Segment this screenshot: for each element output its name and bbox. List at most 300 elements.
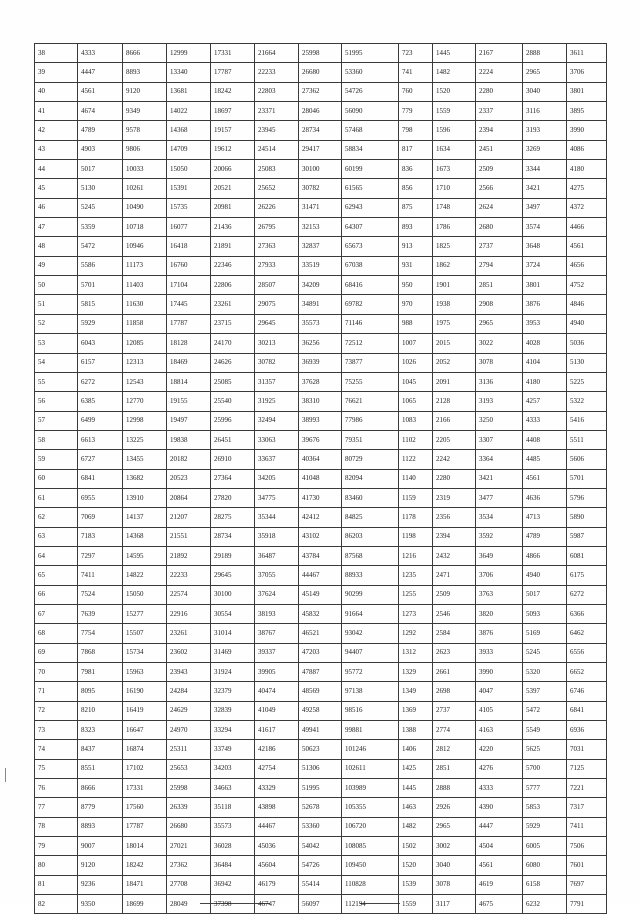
row-index-cell: 51	[35, 295, 78, 314]
table-row	[35, 508, 607, 527]
table-cell: 1216	[399, 546, 433, 565]
table-row	[35, 334, 607, 353]
table-cell: 26910	[211, 450, 255, 469]
table-cell: 1862	[433, 256, 476, 275]
table-cell: 58834	[342, 140, 399, 159]
table-cell: 30782	[299, 179, 342, 198]
table-cell: 26795	[255, 218, 299, 237]
table-cell: 21891	[211, 237, 255, 256]
table-cell: 6175	[567, 566, 607, 585]
table-cell: 7297	[78, 546, 123, 565]
table-cell: 3763	[476, 585, 523, 604]
table-cell: 27021	[167, 837, 211, 856]
table-row	[35, 779, 607, 798]
table-cell: 1083	[399, 411, 433, 430]
table-cell: 26339	[167, 798, 211, 817]
table-cell: 2774	[433, 721, 476, 740]
table-cell: 56090	[342, 102, 399, 121]
table-cell: 33637	[255, 450, 299, 469]
table-cell: 21436	[211, 218, 255, 237]
table-cell: 24629	[167, 701, 211, 720]
table-cell: 3250	[476, 411, 523, 430]
table-cell: 6841	[567, 701, 607, 720]
table-cell: 5511	[567, 430, 607, 449]
table-cell: 80729	[342, 450, 399, 469]
row-index-cell: 80	[35, 856, 78, 875]
table-cell: 55414	[299, 875, 342, 894]
table-cell: 25652	[255, 179, 299, 198]
table-cell: 45832	[299, 604, 342, 623]
table-cell: 3269	[523, 140, 567, 159]
table-cell: 17331	[211, 44, 255, 63]
table-cell: 4940	[523, 566, 567, 585]
row-index-cell: 62	[35, 508, 78, 527]
table-cell: 4333	[78, 44, 123, 63]
table-cell: 2737	[433, 701, 476, 720]
table-cell: 40474	[255, 682, 299, 701]
table-cell: 5853	[523, 798, 567, 817]
row-index-cell: 61	[35, 488, 78, 507]
table-cell: 2280	[476, 82, 523, 101]
table-cell: 34663	[211, 779, 255, 798]
table-cell: 91664	[342, 604, 399, 623]
table-cell: 2888	[433, 779, 476, 798]
table-cell: 1026	[399, 353, 433, 372]
table-cell: 4047	[476, 682, 523, 701]
table-cell: 875	[399, 198, 433, 217]
table-cell: 34203	[211, 759, 255, 778]
table-cell: 61565	[342, 179, 399, 198]
table-cell: 11403	[123, 276, 167, 295]
table-cell: 18242	[123, 856, 167, 875]
table-cell: 3801	[567, 82, 607, 101]
table-cell: 18242	[211, 82, 255, 101]
table-cell: 6158	[523, 875, 567, 894]
table-cell: 798	[399, 121, 433, 140]
table-cell: 18014	[123, 837, 167, 856]
table-cell: 21551	[167, 527, 211, 546]
row-index-cell: 47	[35, 218, 78, 237]
table-cell: 10718	[123, 218, 167, 237]
table-cell: 15277	[123, 604, 167, 623]
table-cell: 18469	[167, 353, 211, 372]
table-cell: 7221	[567, 779, 607, 798]
table-cell: 6499	[78, 411, 123, 430]
table-cell: 25998	[167, 779, 211, 798]
table-cell: 1901	[433, 276, 476, 295]
table-cell: 1786	[433, 218, 476, 237]
table-cell: 2661	[433, 663, 476, 682]
table-cell: 1425	[399, 759, 433, 778]
table-cell: 5130	[78, 179, 123, 198]
table-cell: 2624	[476, 198, 523, 217]
table-cell: 7031	[567, 740, 607, 759]
table-cell: 65673	[342, 237, 399, 256]
row-index-cell: 38	[35, 44, 78, 63]
table-cell: 28734	[211, 527, 255, 546]
table-cell: 1388	[399, 721, 433, 740]
row-index-cell: 82	[35, 895, 78, 914]
table-cell: 9806	[123, 140, 167, 159]
table-cell: 836	[399, 160, 433, 179]
table-cell: 1349	[399, 682, 433, 701]
row-index-cell: 41	[35, 102, 78, 121]
table-cell: 4789	[78, 121, 123, 140]
table-cell: 24970	[167, 721, 211, 740]
table-cell: 13910	[123, 488, 167, 507]
table-cell: 4333	[476, 779, 523, 798]
table-cell: 7411	[78, 566, 123, 585]
table-cell: 48569	[299, 682, 342, 701]
table-cell: 5397	[523, 682, 567, 701]
table-cell: 2623	[433, 643, 476, 662]
table-cell: 34209	[299, 276, 342, 295]
table-cell: 69782	[342, 295, 399, 314]
table-cell: 106720	[342, 817, 399, 836]
table-cell: 31925	[255, 392, 299, 411]
table-cell: 1312	[399, 643, 433, 662]
table-cell: 19497	[167, 411, 211, 430]
table-cell: 34775	[255, 488, 299, 507]
table-cell: 3706	[476, 566, 523, 585]
table-cell: 15050	[167, 160, 211, 179]
table-cell: 3364	[476, 450, 523, 469]
table-cell: 5130	[567, 353, 607, 372]
table-cell: 5890	[567, 508, 607, 527]
scan-margin-mark	[5, 768, 6, 782]
table-row	[35, 82, 607, 101]
table-row	[35, 604, 607, 623]
row-index-cell: 52	[35, 314, 78, 333]
table-cell: 5987	[567, 527, 607, 546]
table-cell: 53360	[299, 817, 342, 836]
table-cell: 24514	[255, 140, 299, 159]
table-cell: 16190	[123, 682, 167, 701]
table-cell: 1292	[399, 624, 433, 643]
table-cell: 8666	[123, 44, 167, 63]
table-cell: 1406	[399, 740, 433, 759]
table-cell: 39676	[299, 430, 342, 449]
table-cell: 11630	[123, 295, 167, 314]
table-cell: 5606	[567, 450, 607, 469]
table-cell: 4656	[567, 256, 607, 275]
table-cell: 5625	[523, 740, 567, 759]
table-cell: 5322	[567, 392, 607, 411]
table-cell: 760	[399, 82, 433, 101]
table-cell: 1198	[399, 527, 433, 546]
row-index-cell: 39	[35, 63, 78, 82]
table-cell: 49258	[299, 701, 342, 720]
table-cell: 3724	[523, 256, 567, 275]
table-cell: 10033	[123, 160, 167, 179]
row-index-cell: 78	[35, 817, 78, 836]
table-cell: 67038	[342, 256, 399, 275]
table-cell: 1596	[433, 121, 476, 140]
table-cell: 22574	[167, 585, 211, 604]
table-cell: 3990	[476, 663, 523, 682]
table-cell: 16419	[123, 701, 167, 720]
table-cell: 50623	[299, 740, 342, 759]
table-cell: 3801	[523, 276, 567, 295]
table-cell: 12770	[123, 392, 167, 411]
table-cell: 7183	[78, 527, 123, 546]
table-cell: 3574	[523, 218, 567, 237]
table-cell: 110828	[342, 875, 399, 894]
table-cell: 22233	[167, 566, 211, 585]
table-cell: 2680	[476, 218, 523, 237]
table-cell: 3876	[523, 295, 567, 314]
table-cell: 20981	[211, 198, 255, 217]
table-cell: 7506	[567, 837, 607, 856]
table-cell: 6005	[523, 837, 567, 856]
table-cell: 2337	[476, 102, 523, 121]
table-cell: 1520	[433, 82, 476, 101]
table-cell: 14709	[167, 140, 211, 159]
table-cell: 1539	[399, 875, 433, 894]
table-cell: 20523	[167, 469, 211, 488]
table-cell: 42412	[299, 508, 342, 527]
table-cell: 20521	[211, 179, 255, 198]
table-cell: 779	[399, 102, 433, 121]
table-cell: 36939	[299, 353, 342, 372]
table-cell: 6841	[78, 469, 123, 488]
table-cell: 1102	[399, 430, 433, 449]
table-cell: 4275	[567, 179, 607, 198]
row-index-cell: 57	[35, 411, 78, 430]
table-cell: 14022	[167, 102, 211, 121]
table-cell: 1369	[399, 701, 433, 720]
table-cell: 14368	[123, 527, 167, 546]
row-index-cell: 56	[35, 392, 78, 411]
table-cell: 22803	[255, 82, 299, 101]
table-cell: 5359	[78, 218, 123, 237]
table-cell: 2965	[476, 314, 523, 333]
table-cell: 17331	[123, 779, 167, 798]
table-cell: 109450	[342, 856, 399, 875]
table-cell: 3193	[523, 121, 567, 140]
table-row	[35, 585, 607, 604]
table-cell: 7601	[567, 856, 607, 875]
table-cell: 8323	[78, 721, 123, 740]
table-cell: 44467	[299, 566, 342, 585]
table-cell: 1255	[399, 585, 433, 604]
table-cell: 29075	[255, 295, 299, 314]
row-index-cell: 63	[35, 527, 78, 546]
table-cell: 5700	[523, 759, 567, 778]
table-cell: 1975	[433, 314, 476, 333]
table-cell: 7754	[78, 624, 123, 643]
table-row	[35, 218, 607, 237]
table-cell: 32379	[211, 682, 255, 701]
table-cell: 52678	[299, 798, 342, 817]
table-cell: 4447	[476, 817, 523, 836]
table-cell: 53360	[342, 63, 399, 82]
table-cell: 22806	[211, 276, 255, 295]
table-cell: 817	[399, 140, 433, 159]
table-cell: 3116	[523, 102, 567, 121]
table-row	[35, 798, 607, 817]
table-cell: 75255	[342, 372, 399, 391]
table-cell: 4561	[523, 469, 567, 488]
table-cell: 90299	[342, 585, 399, 604]
table-cell: 4408	[523, 430, 567, 449]
table-cell: 11173	[123, 256, 167, 275]
table-cell: 23261	[167, 624, 211, 643]
table-cell: 84825	[342, 508, 399, 527]
table-cell: 3933	[476, 643, 523, 662]
table-cell: 12313	[123, 353, 167, 372]
table-cell: 37624	[255, 585, 299, 604]
table-row	[35, 450, 607, 469]
table-cell: 99881	[342, 721, 399, 740]
table-cell: 7524	[78, 585, 123, 604]
row-index-cell: 50	[35, 276, 78, 295]
table-cell: 62943	[342, 198, 399, 217]
table-cell: 31924	[211, 663, 255, 682]
table-cell: 26680	[299, 63, 342, 82]
table-cell: 25998	[299, 44, 342, 63]
table-cell: 32839	[211, 701, 255, 720]
row-index-cell: 71	[35, 682, 78, 701]
table-cell: 14368	[167, 121, 211, 140]
table-row	[35, 682, 607, 701]
table-cell: 13455	[123, 450, 167, 469]
table-cell: 86203	[342, 527, 399, 546]
row-index-cell: 65	[35, 566, 78, 585]
table-cell: 3477	[476, 488, 523, 507]
table-cell: 1520	[399, 856, 433, 875]
table-cell: 26451	[211, 430, 255, 449]
table-cell: 17560	[123, 798, 167, 817]
table-cell: 38310	[299, 392, 342, 411]
table-cell: 4561	[567, 237, 607, 256]
table-cell: 38193	[255, 604, 299, 623]
table-cell: 3706	[567, 63, 607, 82]
table-cell: 5472	[78, 237, 123, 256]
table-cell: 14595	[123, 546, 167, 565]
table-cell: 6081	[567, 546, 607, 565]
row-index-cell: 75	[35, 759, 78, 778]
table-cell: 34891	[299, 295, 342, 314]
table-cell: 1007	[399, 334, 433, 353]
table-row	[35, 527, 607, 546]
table-cell: 18128	[167, 334, 211, 353]
table-cell: 6955	[78, 488, 123, 507]
table-cell: 4485	[523, 450, 567, 469]
table-cell: 51995	[342, 44, 399, 63]
row-index-cell: 69	[35, 643, 78, 662]
table-cell: 4903	[78, 140, 123, 159]
row-index-cell: 54	[35, 353, 78, 372]
row-index-cell: 46	[35, 198, 78, 217]
table-row	[35, 663, 607, 682]
table-row	[35, 721, 607, 740]
table-cell: 15963	[123, 663, 167, 682]
table-cell: 4713	[523, 508, 567, 527]
table-row	[35, 430, 607, 449]
table-row	[35, 837, 607, 856]
data-table	[34, 43, 607, 914]
table-cell: 51306	[299, 759, 342, 778]
table-cell: 2319	[433, 488, 476, 507]
table-cell: 2546	[433, 604, 476, 623]
table-cell: 3078	[476, 353, 523, 372]
table-cell: 21892	[167, 546, 211, 565]
table-cell: 23371	[255, 102, 299, 121]
table-cell: 44467	[255, 817, 299, 836]
table-cell: 15391	[167, 179, 211, 198]
table-cell: 29645	[211, 566, 255, 585]
table-cell: 29645	[255, 314, 299, 333]
table-cell: 1673	[433, 160, 476, 179]
table-cell: 1710	[433, 179, 476, 198]
table-cell: 1482	[433, 63, 476, 82]
table-cell: 3611	[567, 44, 607, 63]
table-cell: 5549	[523, 721, 567, 740]
table-cell: 5472	[523, 701, 567, 720]
table-cell: 2471	[433, 566, 476, 585]
table-cell: 18471	[123, 875, 167, 894]
table-cell: 13225	[123, 430, 167, 449]
table-cell: 3648	[523, 237, 567, 256]
table-cell: 856	[399, 179, 433, 198]
table-cell: 42186	[255, 740, 299, 759]
table-cell: 3990	[567, 121, 607, 140]
table-cell: 32153	[299, 218, 342, 237]
table-cell: 16760	[167, 256, 211, 275]
table-cell: 27933	[255, 256, 299, 275]
table-cell: 36256	[299, 334, 342, 353]
table-cell: 4180	[523, 372, 567, 391]
table-cell: 82094	[342, 469, 399, 488]
table-cell: 1273	[399, 604, 433, 623]
table-cell: 2091	[433, 372, 476, 391]
table-cell: 77986	[342, 411, 399, 430]
table-cell: 23945	[255, 121, 299, 140]
row-index-cell: 70	[35, 663, 78, 682]
table-cell: 28049	[167, 895, 211, 914]
table-cell: 3344	[523, 160, 567, 179]
table-cell: 2394	[433, 527, 476, 546]
table-cell: 6232	[523, 895, 567, 914]
table-cell: 2356	[433, 508, 476, 527]
table-cell: 1122	[399, 450, 433, 469]
table-cell: 24284	[167, 682, 211, 701]
table-cell: 1825	[433, 237, 476, 256]
table-cell: 3876	[476, 624, 523, 643]
table-cell: 102611	[342, 759, 399, 778]
table-cell: 1065	[399, 392, 433, 411]
row-index-cell: 42	[35, 121, 78, 140]
table-cell: 3193	[476, 392, 523, 411]
table-cell: 5416	[567, 411, 607, 430]
table-cell: 9349	[123, 102, 167, 121]
row-index-cell: 77	[35, 798, 78, 817]
table-cell: 19155	[167, 392, 211, 411]
table-cell: 25540	[211, 392, 255, 411]
table-cell: 1938	[433, 295, 476, 314]
table-cell: 4619	[476, 875, 523, 894]
table-cell: 7069	[78, 508, 123, 527]
table-cell: 38767	[255, 624, 299, 643]
table-cell: 27362	[299, 82, 342, 101]
table-cell: 35573	[299, 314, 342, 333]
table-cell: 25996	[211, 411, 255, 430]
table-cell: 6080	[523, 856, 567, 875]
table-cell: 83460	[342, 488, 399, 507]
table-cell: 19157	[211, 121, 255, 140]
table-cell: 1463	[399, 798, 433, 817]
